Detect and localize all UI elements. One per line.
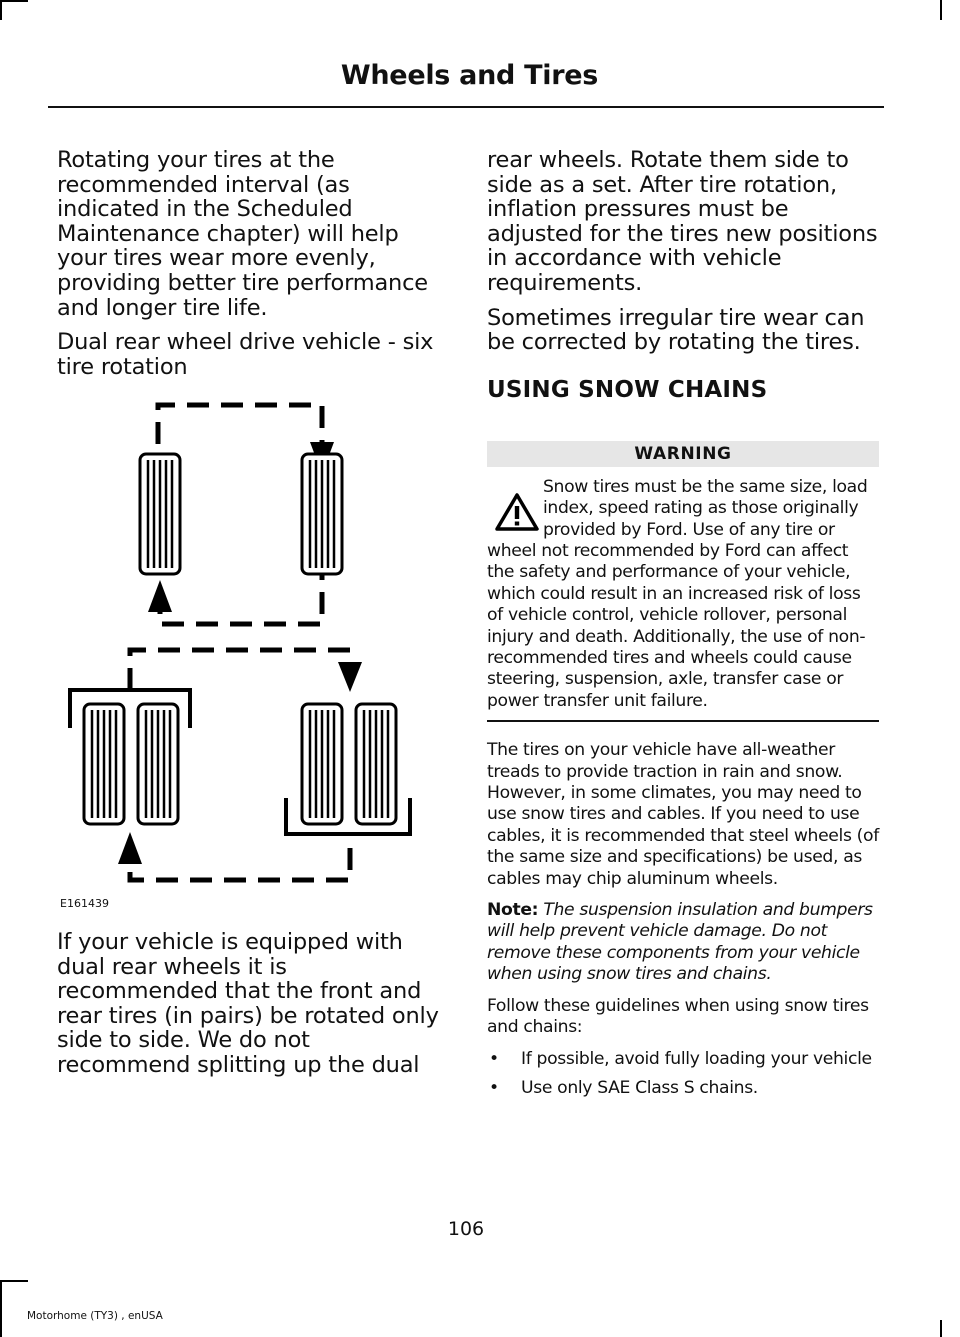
list-item (487, 1078, 879, 1099)
warning-text: Snow tires must be the same size, load index, speed rating as those originally provided by Ford. Use of any tire or wheel not recommended by Ford can affect the safety and performance of your vehicle, which could result in an increased risk of loss of vehicle control, vehicle rollover, personal injury and death. Additionally, the use of non-recommended tires and wheels could cause steering, suspension, axle, transfer case or power transfer unit failure. (487, 476, 868, 711)
intro-paragraph: Rotating your tires at the recommended interval (as indicated in the Scheduled Maintenance chapter) will help your tires wear more evenly, providing better tire performance and longer tire life. (57, 147, 428, 321)
section-heading: USING SNOW CHAINS (487, 376, 768, 403)
bullet-glyph: • (489, 1077, 499, 1098)
rotation-paragraph: rear wheels. Rotate them side to side as a set. After tire rotation, inflation pressures must be adjusted for the tires new positions in accordance with vehicle requirements. (487, 147, 878, 296)
diagram-code: E161439 (60, 897, 109, 910)
arrow-down-icon (338, 662, 362, 692)
warning-label: WARNING (487, 441, 879, 467)
warning-triangle-icon (491, 481, 543, 537)
tire-rotation-diagram (60, 392, 420, 914)
arrow-up-icon (148, 580, 172, 612)
warning-rule (487, 720, 879, 722)
crop-mark (940, 0, 942, 20)
dual-wheel-paragraph: If your vehicle is equipped with dual rear wheels it is recommended that the front and rear tires (in pairs) be rotated only side to side. We do not recommend splitting up the dual (57, 929, 439, 1078)
list-item-text: If possible, avoid fully loading your vehicle (521, 1048, 872, 1069)
arrow-up-icon (118, 832, 142, 864)
header-rule (48, 106, 884, 108)
guidelines-intro: Follow these guidelines when using snow tires and chains: (487, 995, 869, 1038)
all-weather-paragraph: The tires on your vehicle have all-weather treads to provide traction in rain and snow. However, in some climates, you may need to use snow tires and cables. If you need to use cables, it is recommended that steel wheels (of the same size and specifications) be used, as cables may chip aluminum wheels. (487, 740, 879, 889)
crop-mark (940, 1320, 942, 1337)
page-title: Wheels and Tires (340, 60, 598, 91)
irregular-wear-paragraph: Sometimes irregular tire wear can be corrected by rotating the tires. (487, 304, 865, 356)
left-column-continued (57, 930, 449, 1078)
diagram-caption: Dual rear wheel drive vehicle - six tire rotation (57, 329, 434, 380)
crop-mark (0, 0, 2, 20)
footer-text: Motorhome (TY3) , enUSA (27, 1310, 163, 1322)
note-label: Note: (487, 900, 539, 921)
warning-box (487, 441, 879, 722)
page-number: 106 (447, 1218, 485, 1240)
crop-mark (0, 1280, 2, 1337)
front-tire-right (302, 454, 342, 574)
front-tire-left (140, 454, 180, 574)
crop-mark (0, 1280, 28, 1282)
rear-tire-right-inner (302, 704, 342, 824)
rear-tire-right-outer (356, 704, 396, 824)
list-item-text: Use only SAE Class S chains. (521, 1077, 758, 1098)
list-item (487, 1049, 879, 1070)
rear-tire-left-inner (138, 704, 178, 824)
right-column (487, 148, 879, 1099)
crop-mark (0, 0, 28, 2)
note-paragraph (487, 900, 879, 986)
note-text: The suspension insulation and bumpers will help prevent vehicle damage. Do not remove these components from your vehicle when using snow tires and chains. (487, 900, 873, 985)
rear-tire-left-outer (84, 704, 124, 824)
bullet-glyph: • (489, 1048, 499, 1069)
left-column (57, 148, 449, 379)
